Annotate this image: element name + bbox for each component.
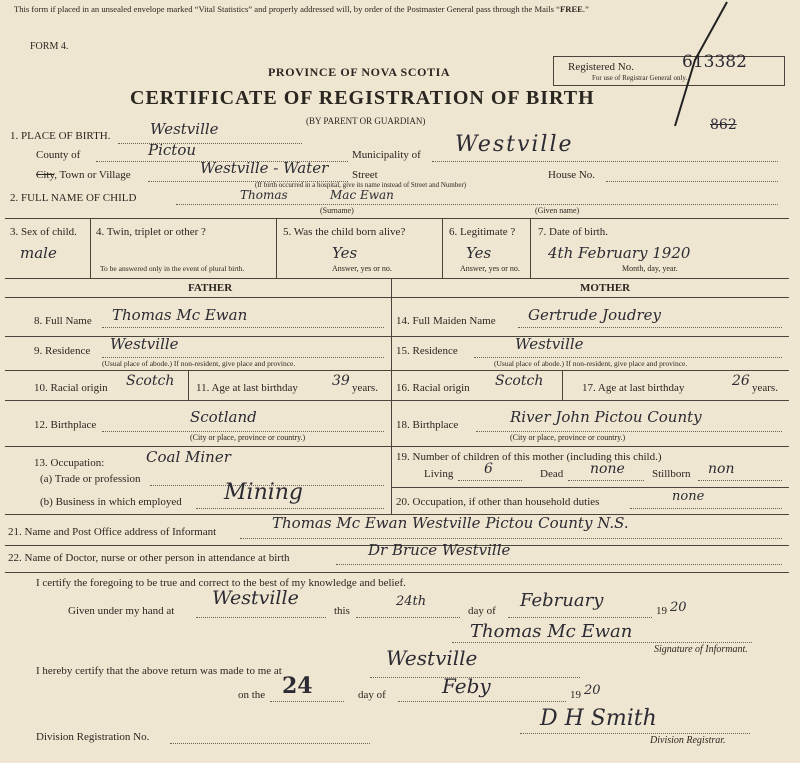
father-residence-value: Westville bbox=[110, 335, 179, 353]
place-of-birth-line bbox=[118, 143, 302, 144]
mother-age-unit: years. bbox=[752, 382, 778, 394]
born-alive-note: Answer, yes or no. bbox=[332, 264, 392, 273]
legitimate-note: Answer, yes or no. bbox=[460, 264, 520, 273]
father-rule-2 bbox=[5, 370, 391, 371]
rule-parents-heading bbox=[5, 297, 789, 298]
rule-informant-bottom bbox=[5, 572, 789, 573]
given-day-value: 24th bbox=[396, 594, 427, 609]
return-day-line bbox=[270, 701, 344, 702]
given-month-value: February bbox=[520, 590, 604, 611]
father-trade-label: (a) Trade or profession bbox=[40, 473, 141, 485]
father-business-label: (b) Business in which employed bbox=[40, 496, 182, 508]
father-name-line bbox=[102, 327, 384, 328]
father-business-value: Mining bbox=[224, 480, 304, 505]
twin-note: To be answered only in the event of plural birth. bbox=[100, 264, 245, 273]
division-registration-label: Division Registration No. bbox=[36, 731, 150, 743]
mother-birthplace-note: (City or place, province or country.) bbox=[510, 433, 626, 442]
father-racial-value: Scotch bbox=[126, 373, 175, 389]
notice-end: .” bbox=[582, 4, 589, 14]
given-place-value: Westville bbox=[212, 587, 299, 609]
notice-text: This form if placed in an unsealed envelope marked “Vital Statistics” and properly addressed will, by order of the Postmaster General pass through the Mails “ bbox=[14, 4, 560, 14]
date-of-birth-note: Month, day, year. bbox=[622, 264, 678, 273]
registrar-caption: Division Registrar. bbox=[650, 735, 726, 746]
mother-age-value: 26 bbox=[732, 373, 750, 389]
father-rule-3 bbox=[5, 400, 391, 401]
father-rule-4 bbox=[5, 446, 391, 447]
pen-stroke-mark bbox=[665, 0, 737, 133]
certify-statement: I certify the foregoing to be true and correct to the best of my knowledge and belief. bbox=[36, 577, 406, 589]
father-racial-label: 10. Racial origin bbox=[34, 382, 108, 394]
stillborn-line bbox=[698, 480, 782, 481]
postal-notice bbox=[14, 5, 589, 14]
province-heading: PROVINCE OF NOVA SCOTIA bbox=[268, 65, 451, 79]
mother-name-label: 14. Full Maiden Name bbox=[396, 315, 496, 327]
return-month-line bbox=[398, 701, 566, 702]
place-of-birth-value: Westville bbox=[150, 120, 219, 138]
mother-occupation-line bbox=[630, 508, 782, 509]
return-month-value: Feby bbox=[442, 674, 491, 698]
date-of-birth-value: 4th February 1920 bbox=[548, 244, 691, 262]
municipality-label: Municipality of bbox=[352, 149, 421, 161]
legitimate-value: Yes bbox=[466, 244, 492, 262]
county-label: County of bbox=[36, 149, 81, 161]
father-birthplace-note: (City or place, province or country.) bbox=[190, 433, 306, 442]
father-birthplace-label: 12. Birthplace bbox=[34, 419, 97, 431]
house-line bbox=[606, 181, 778, 182]
date-of-birth-label: 7. Date of birth. bbox=[538, 226, 608, 238]
dead-line bbox=[568, 480, 644, 481]
given-under-hand-label: Given under my hand at bbox=[68, 605, 175, 617]
legitimate-label: 6. Legitimate ? bbox=[449, 226, 516, 238]
living-line bbox=[458, 480, 522, 481]
informant-label: 21. Name and Post Office address of Informant bbox=[8, 526, 217, 538]
sex-label: 3. Sex of child. bbox=[10, 226, 77, 238]
given-year-value: 20 bbox=[670, 600, 687, 615]
this-label: this bbox=[334, 605, 350, 617]
divider-4-5 bbox=[276, 218, 277, 278]
given-place-line bbox=[196, 617, 326, 618]
year-prefix: 19 bbox=[656, 605, 667, 617]
child-name-line bbox=[176, 204, 778, 205]
dead-label: Dead bbox=[540, 468, 564, 480]
divider-3-4 bbox=[90, 218, 91, 278]
father-rule-1 bbox=[5, 336, 391, 337]
town-value: Westville - Water bbox=[200, 159, 329, 177]
living-label: Living bbox=[424, 468, 454, 480]
house-number-label: House No. bbox=[548, 169, 596, 181]
city-struck: City bbox=[36, 169, 55, 181]
divider-5-6 bbox=[442, 218, 443, 278]
sex-value: male bbox=[20, 244, 57, 262]
child-surname: Mac Ewan bbox=[330, 188, 394, 202]
informant-line bbox=[240, 538, 782, 539]
informant-signature-line bbox=[452, 642, 752, 643]
father-residence-line bbox=[102, 357, 384, 358]
father-racial-divider bbox=[188, 370, 189, 400]
mother-rule-2 bbox=[391, 370, 789, 371]
return-statement: I hereby certify that the above return was made to me at bbox=[36, 665, 282, 677]
mother-racial-divider bbox=[562, 370, 563, 400]
municipality-line bbox=[432, 161, 778, 162]
divider-6-7 bbox=[530, 218, 531, 278]
county-value: Pictou bbox=[148, 141, 197, 159]
municipality-value: Westville bbox=[455, 132, 574, 157]
doctor-value: Dr Bruce Westville bbox=[368, 541, 511, 559]
given-name-caption: (Given name) bbox=[535, 206, 580, 215]
father-occupation-value: Coal Miner bbox=[146, 448, 231, 466]
surname-caption: (Surname) bbox=[320, 206, 354, 215]
parents-center-divider bbox=[391, 278, 392, 514]
father-occupation-label: 13. Occupation: bbox=[34, 457, 105, 469]
mother-racial-value: Scotch bbox=[495, 373, 544, 389]
doctor-label: 22. Name of Doctor, nurse or other person in attendance at birth bbox=[8, 552, 290, 564]
doctor-line bbox=[336, 564, 782, 565]
mother-heading: MOTHER bbox=[580, 282, 631, 294]
born-alive-label: 5. Was the child born alive? bbox=[283, 226, 406, 238]
corner-number: 862 bbox=[710, 117, 737, 133]
day-of-label: day of bbox=[468, 605, 496, 617]
mother-residence-label: 15. Residence bbox=[396, 345, 458, 357]
certificate-subtitle: (BY PARENT OR GUARDIAN) bbox=[306, 116, 426, 126]
dead-value: none bbox=[590, 461, 625, 477]
father-business-line bbox=[196, 508, 384, 509]
hospital-note: (If birth occurred in a hospital, give its name instead of Street and Number) bbox=[255, 181, 467, 189]
registered-number-label: Registered No. bbox=[568, 61, 634, 73]
rule-top-boxes bbox=[5, 218, 789, 219]
informant-value: Thomas Mc Ewan Westville Pictou County N.S. bbox=[272, 514, 629, 532]
informant-signature: Thomas Mc Ewan bbox=[470, 621, 633, 642]
living-value: 6 bbox=[484, 461, 493, 477]
mother-birthplace-label: 18. Birthplace bbox=[396, 419, 459, 431]
place-of-birth-label: 1. PLACE OF BIRTH. bbox=[10, 130, 111, 142]
father-heading: FATHER bbox=[188, 282, 233, 294]
father-age-value: 39 bbox=[332, 373, 350, 389]
mother-rule-4 bbox=[391, 446, 789, 447]
child-name-label: 2. FULL NAME OF CHILD bbox=[10, 192, 137, 204]
father-birthplace-value: Scotland bbox=[190, 408, 257, 426]
father-residence-label: 9. Residence bbox=[34, 345, 91, 357]
town-or-village: , Town or Village bbox=[54, 169, 131, 181]
mother-birthplace-line bbox=[476, 431, 782, 432]
father-residence-note: (Usual place of abode.) If non-resident, give place and province. bbox=[102, 359, 296, 368]
year-prefix-2: 19 bbox=[570, 689, 581, 701]
registered-number-note: For use of Registrar General only. bbox=[592, 74, 688, 82]
mother-name-value: Gertrude Joudrey bbox=[528, 306, 661, 324]
rule-parents-top bbox=[5, 278, 789, 279]
father-age-label: 11. Age at last birthday bbox=[196, 382, 298, 394]
stillborn-value: non bbox=[708, 461, 735, 477]
return-year-value: 20 bbox=[584, 683, 601, 698]
registrar-signature-line bbox=[520, 733, 750, 734]
registrar-signature: D H Smith bbox=[540, 706, 657, 731]
father-age-unit: years. bbox=[352, 382, 378, 394]
mother-racial-label: 16. Racial origin bbox=[396, 382, 470, 394]
mother-residence-line bbox=[474, 357, 782, 358]
mother-children-label: 19. Number of children of this mother (including this child.) bbox=[396, 451, 662, 463]
mother-occupation-value: none bbox=[672, 489, 705, 504]
return-day-value: 24 bbox=[282, 673, 313, 699]
twin-label: 4. Twin, triplet or other ? bbox=[96, 226, 206, 238]
city-town-label bbox=[36, 170, 131, 181]
certificate-title: CERTIFICATE OF REGISTRATION OF BIRTH bbox=[130, 87, 595, 109]
given-day-line bbox=[356, 617, 460, 618]
mother-residence-value: Westville bbox=[515, 335, 584, 353]
street-label: Street bbox=[352, 169, 378, 181]
stillborn-label: Stillborn bbox=[652, 468, 691, 480]
given-month-line bbox=[508, 617, 652, 618]
mother-rule-1 bbox=[391, 336, 789, 337]
mother-rule-3 bbox=[391, 400, 789, 401]
division-registration-line bbox=[170, 743, 370, 744]
born-alive-value: Yes bbox=[332, 244, 358, 262]
father-birthplace-line bbox=[102, 431, 384, 432]
father-name-value: Thomas Mc Ewan bbox=[112, 306, 248, 324]
mother-rule-5 bbox=[391, 487, 789, 488]
day-of-label-2: day of bbox=[358, 689, 386, 701]
on-the-label: on the bbox=[238, 689, 266, 701]
mother-residence-note: (Usual place of abode.) If non-resident, give place and province. bbox=[494, 359, 688, 368]
mother-name-line bbox=[518, 327, 782, 328]
registered-number-value: 613382 bbox=[682, 52, 747, 72]
informant-signature-caption: Signature of Informant. bbox=[654, 644, 748, 655]
father-name-label: 8. Full Name bbox=[34, 315, 92, 327]
return-place-value: Westville bbox=[386, 646, 478, 670]
mother-birthplace-value: River John Pictou County bbox=[510, 408, 702, 426]
mother-occupation-label: 20. Occupation, if other than household duties bbox=[396, 496, 600, 508]
notice-free: FREE bbox=[559, 4, 583, 14]
child-given-name: Thomas bbox=[240, 188, 288, 202]
form-number: FORM 4. bbox=[30, 41, 69, 52]
mother-age-label: 17. Age at last birthday bbox=[582, 382, 685, 394]
